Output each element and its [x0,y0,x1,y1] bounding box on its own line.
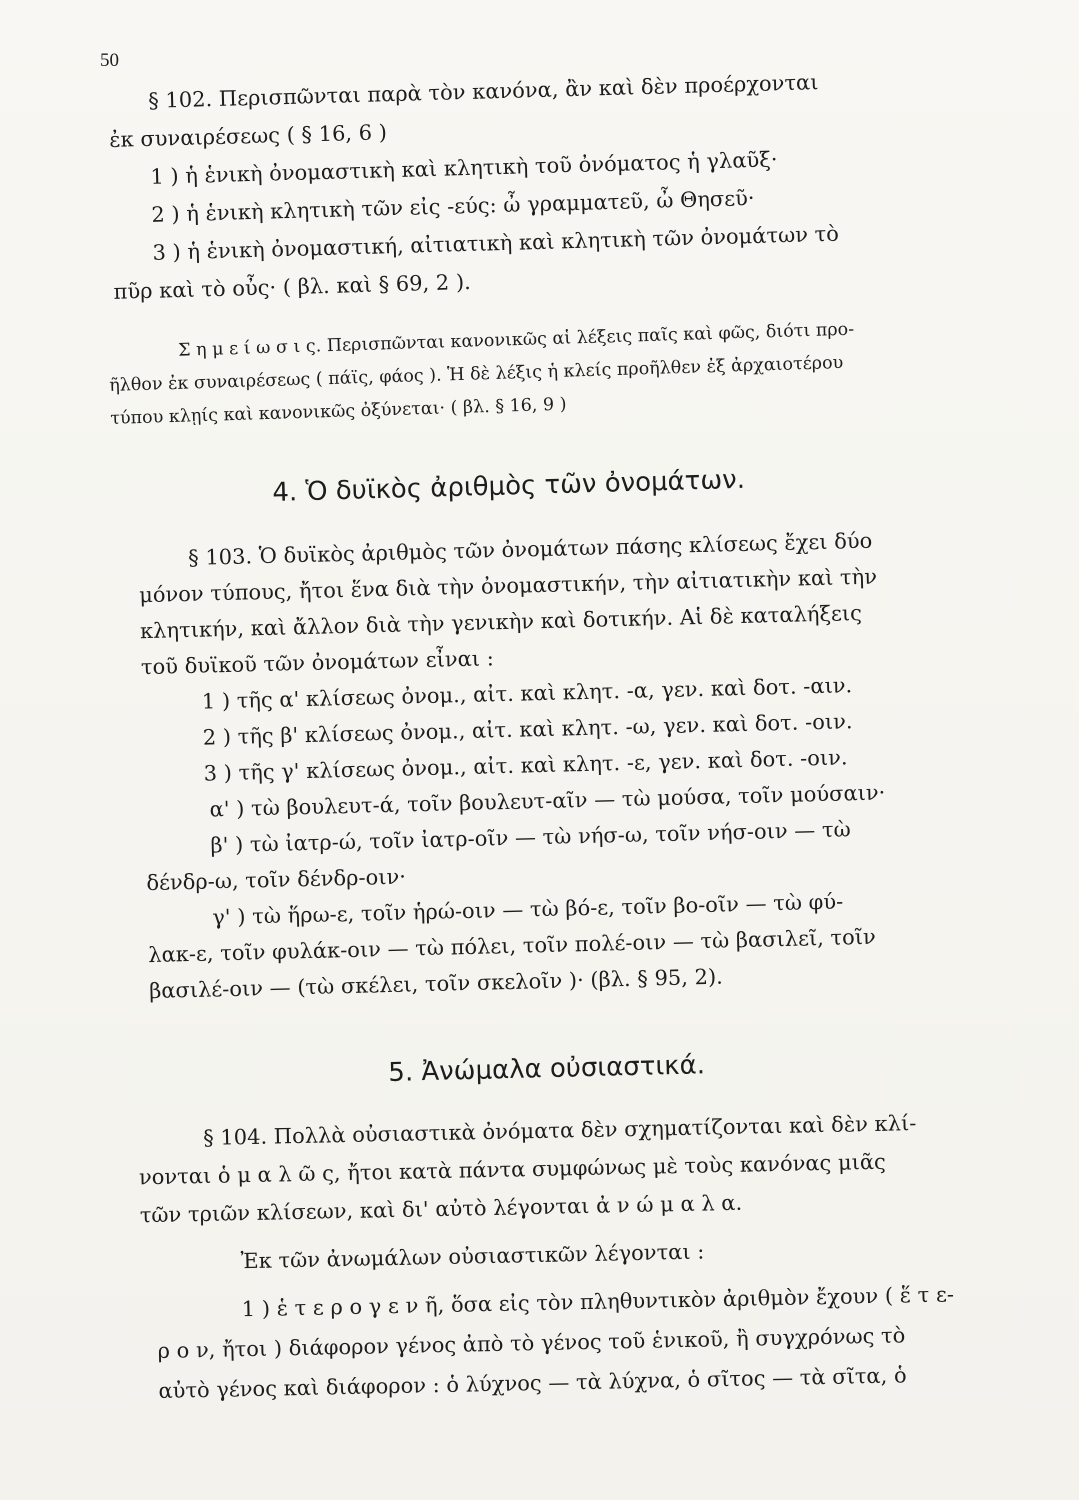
text-line: 1 ) ἡ ἑνικὴ ὀνομαστικὴ καὶ κλητικὴ τοῦ ὀνόματος ἡ γλαῦξ· [150,147,778,189]
note-line: τύπου κλῃίς καὶ κανονικῶς ὀξύνεται· ( βλ. § 16, 9 ) [110,394,567,429]
text-line: 3 ) τῆς γ' κλίσεως ὀνομ., αἰτ. καὶ κλητ. -ε, γεν. καὶ δοτ. -οιν. [203,745,848,786]
text-line: § 103. Ὁ δυϊκὸς ἀριθμὸς τῶν ὀνομάτων πάσης κλίσεως ἔχει δύο [187,528,873,570]
text-line: δένδρ-ω, τοῖν δένδρ-οιν· [146,864,407,896]
text-line: 3 ) ἡ ἑνικὴ ὀνομαστική, αἰτιατικὴ καὶ κλητικὴ τῶν ὀνομάτων τὸ [152,221,840,265]
text-line: νονται ὁ μ α λ ῶ ς, ἤτοι κατὰ πάντα συμφώνως μὲ τοὺς κανόνας μιᾶς [138,1149,887,1190]
text-line: 1 ) ἑ τ ε ρ ο γ ε ν ῆ, ὅσα εἰς τὸν πληθυντικὸν ἀριθμὸν ἔχουν ( ἕ τ ε- [241,1282,955,1322]
text-line: τοῦ δυϊκοῦ τῶν ὀνομάτων εἶναι : [140,646,495,680]
chapter-heading-4: 4. Ὁ δυϊκὸς ἀριθμὸς τῶν ὀνομάτων. [272,464,746,508]
text-line: 2 ) τῆς β' κλίσεως ὀνομ., αἰτ. καὶ κλητ. -ω, γεν. καὶ δοτ. -οιν. [202,709,853,750]
note-block [108,318,978,429]
section-102 [108,68,978,304]
text-line: βασιλέ-οιν — (τὼ σκέλει, τοῖν σκελοῖν )· (βλ. § 95, 2). [148,964,724,1004]
text-line: γ' ) τὼ ἥρω-ε, τοῖν ἡρώ-οιν — τὼ βό-ε, τοῖν βο-οῖν — τὼ φύ- [212,889,844,930]
text-line: α' ) τὼ βουλευτ-ά, τοῖν βουλευτ-αῖν — τὼ μούσα, τοῖν μούσαιν· [209,780,886,822]
text-line: § 104. Πολλὰ οὐσιαστικὰ ὀνόματα δὲν σχηματίζονται καὶ δὲν κλί- [202,1111,917,1151]
section-104 [108,1111,978,1403]
text-line: ρ ο ν, ἤτοι ) διάφορον γένος ἀπὸ τὸ γένος τοῦ ἑνικοῦ, ἢ συγχρόνως τὸ [157,1323,906,1364]
text-line: πῦρ καὶ τὸ οὖς· ( βλ. καὶ § 69, 2 ). [113,269,472,304]
note-line: ῆλθον ἐκ συναιρέσεως ( πάϊς, φάος ). Ἡ δὲ λέξις ἡ κλείς προῆλθεν ἐξ ἀρχαιοτέρου [108,352,844,396]
text-line: 2 ) ἡ ἑνικὴ κλητικὴ τῶν εἰς -εύς: ὦ γραμματεῦ, ὦ Θησεῦ· [151,185,755,227]
text-line: § 102. Περισπῶνται παρὰ τὸν κανόνα, ἂν καὶ δὲν προέρχονται [147,70,819,113]
note-line: Σ η μ ε ί ω σ ι ς. Περισπῶνται κανονικῶς αἱ λέξεις παῖς καὶ φῶς, διότι προ- [177,319,855,361]
text-line: αὐτὸ γένος καὶ διάφορον : ὁ λύχνος — τὰ λύχνα, ὁ σῖτος — τὰ σῖτα, ὁ [158,1363,907,1403]
text-line: ἐκ συναιρέσεως ( § 16, 6 ) [109,120,388,152]
section-103 [108,528,978,1004]
text-line: β' ) τὼ ἰατρ-ώ, τοῖν ἰατρ-οῖν — τὼ νήσ-ω, τοῖν νήσ-οιν — τὼ [210,817,851,858]
text-line: κλητικήν, καὶ ἄλλον διὰ τὴν γενικὴν καὶ δοτικήν. Αἱ δὲ καταλήξεις [139,600,863,644]
chapter-heading-5: 5. Ἀνώμαλα οὐσιαστικά. [388,1050,706,1088]
text-line: λακ-ε, τοῖν φυλάκ-οιν — τὼ πόλει, τοῖν πολέ-οιν — τὼ βασιλεῖ, τοῖν [147,924,877,968]
text-line: 1 ) τῆς α' κλίσεως ὀνομ., αἰτ. καὶ κλητ. -α, γεν. καὶ δοτ. -αιν. [201,673,853,714]
page-number: 50 [100,50,119,71]
text-line: Ἐκ τῶν ἀνωμάλων οὐσιαστικῶν λέγονται : [240,1239,705,1274]
text-line: τῶν τριῶν κλίσεων, καὶ δι' αὐτὸ λέγονται ἀ ν ώ μ α λ α. [139,1190,743,1228]
text-line: μόνον τύπους, ἤτοι ἕνα διὰ τὴν ὀνομαστικήν, τὴν αἰτιατικὴν καὶ τὴν [138,564,878,608]
